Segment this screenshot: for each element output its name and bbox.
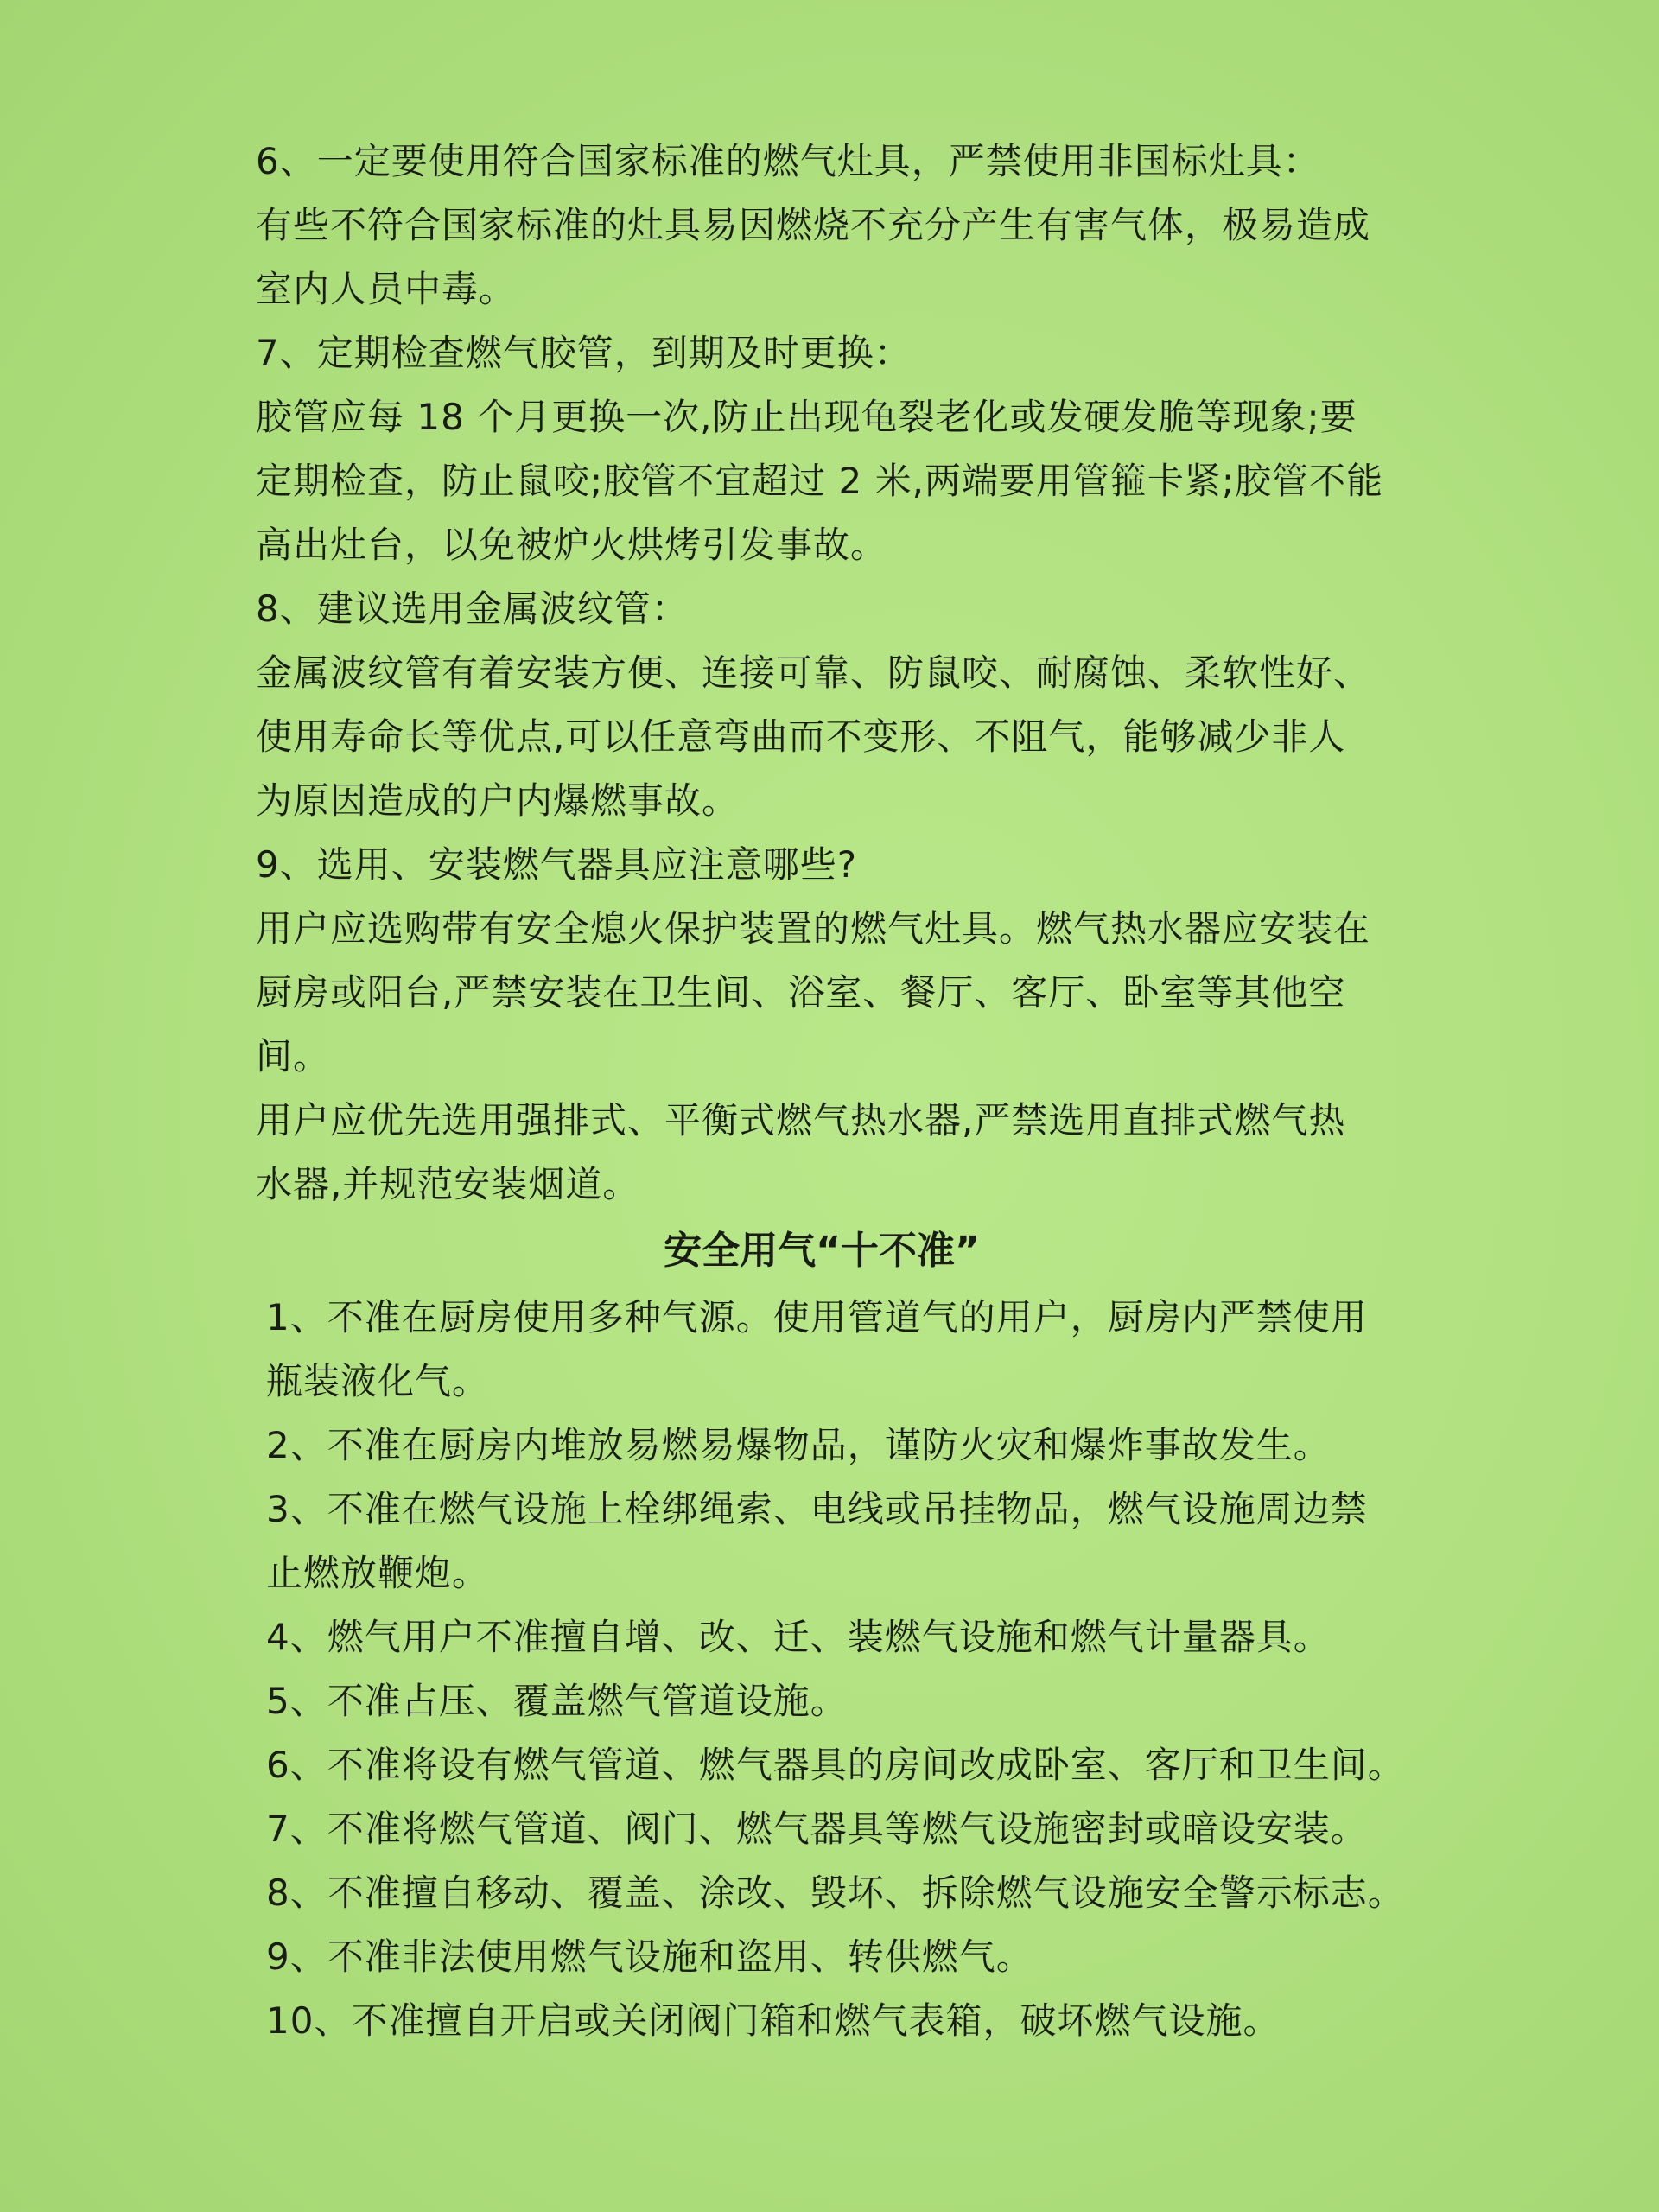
rule-item: 2、不准在厨房内堆放易燃易爆物品，谨防火灾和爆炸事故发生。 bbox=[266, 1424, 1331, 1466]
rule-item: 3、不准在燃气设施上栓绑绳索、电线或吊挂物品，燃气设施周边禁 止燃放鞭炮。 bbox=[266, 1488, 1368, 1594]
section-heading: 8、建议选用金属波纹管： bbox=[256, 588, 689, 630]
document-page bbox=[256, 130, 1483, 2053]
section-paragraph: 金属波纹管有着安装方便、连接可靠、防鼠咬、耐腐蚀、柔软性好、 使用寿命长等优点,可以任意弯曲而不变形、不阻气，能够减少非人 为原因造成的户内爆燃事故。 bbox=[256, 652, 1371, 822]
rules-list bbox=[256, 1286, 1483, 2053]
rule-item: 7、不准将燃气管道、阀门、燃气器具等燃气设施密封或暗设安装。 bbox=[266, 1808, 1368, 1850]
rule-item: 5、不准占压、覆盖燃气管道设施。 bbox=[266, 1680, 848, 1722]
rules-title: 安全用气“十不准” bbox=[664, 1229, 980, 1273]
section-9 bbox=[256, 833, 1483, 1217]
section-paragraph: 用户应选购带有安全熄火保护装置的燃气灶具。燃气热水器应安装在 厨房或阳台,严禁安装在卫生间、浴室、餐厅、客厅、卧室等其他空 间。 bbox=[256, 907, 1371, 1077]
section-7 bbox=[256, 321, 1483, 577]
section-heading: 7、定期检查燃气胶管，到期及时更换： bbox=[256, 332, 912, 374]
section-paragraph: 胶管应每 18 个月更换一次,防止出现龟裂老化或发硬发脆等现象;要 定期检查，防止鼠咬;胶管不宜超过 2 米,两端要用管箍卡紧;胶管不能 高出灶台，以免被炉火烘烤引发事故。 bbox=[256, 396, 1384, 566]
section-heading: 9、选用、安装燃气器具应注意哪些? bbox=[256, 843, 858, 886]
section-8 bbox=[256, 577, 1483, 833]
section-paragraph: 用户应优先选用强排式、平衡式燃气热水器,严禁选用直排式燃气热 水器,并规范安装烟道。 bbox=[256, 1099, 1346, 1205]
rule-item: 6、不准将设有燃气管道、燃气器具的房间改成卧室、客厅和卫生间。 bbox=[266, 1744, 1405, 1786]
section-6 bbox=[256, 130, 1483, 321]
rule-item: 4、燃气用户不准擅自增、改、迁、装燃气设施和燃气计量器具。 bbox=[266, 1616, 1331, 1658]
rule-item: 10、不准擅自开启或关闭阀门箱和燃气表箱，破坏燃气设施。 bbox=[266, 1999, 1281, 2042]
rule-item: 8、不准擅自移动、覆盖、涂改、毁坏、拆除燃气设施安全警示标志。 bbox=[266, 1872, 1405, 1914]
rule-item: 9、不准非法使用燃气设施和盗用、转供燃气。 bbox=[266, 1936, 1033, 1978]
section-heading: 6、一定要使用符合国家标准的燃气灶具，严禁使用非国标灶具： bbox=[256, 140, 1320, 182]
rule-item: 1、不准在厨房使用多种气源。使用管道气的用户，厨房内严禁使用 瓶装液化气。 bbox=[266, 1296, 1368, 1402]
section-paragraph: 有些不符合国家标准的灶具易因燃烧不充分产生有害气体，极易造成 室内人员中毒。 bbox=[256, 204, 1371, 310]
